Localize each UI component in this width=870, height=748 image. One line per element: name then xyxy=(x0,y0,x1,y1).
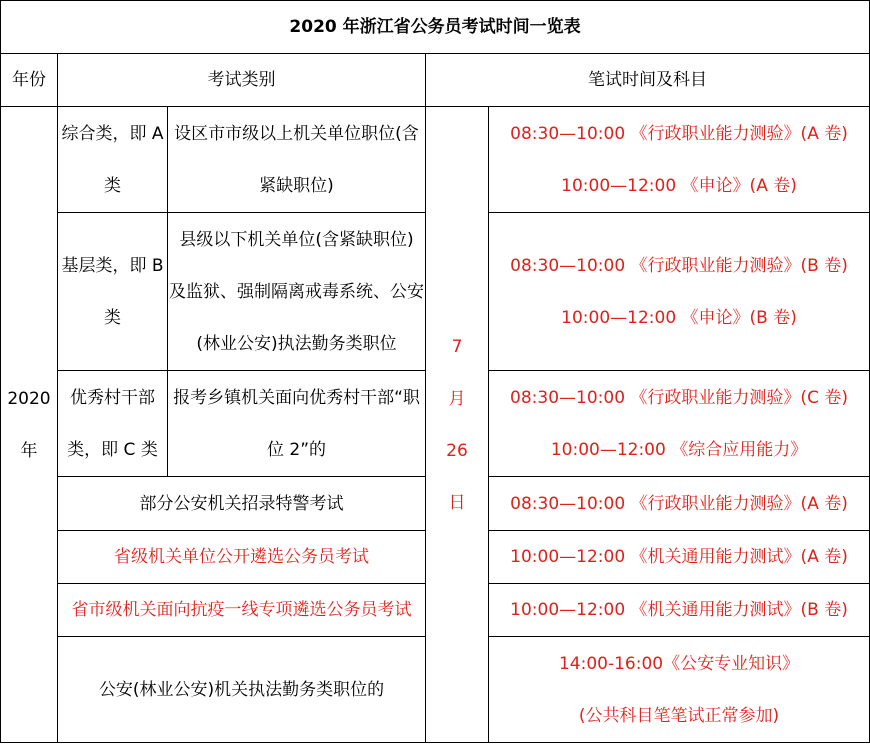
times-row-b xyxy=(489,213,870,371)
date-month-unit: 月 xyxy=(448,388,466,409)
time-subject-line: 14:00-16:00《公安专业知识》 xyxy=(558,653,800,674)
type-line: 类，即 C 类 xyxy=(67,439,158,460)
time-subject-line: 10:00—12:00 《机关通用能力测试》(A 卷) xyxy=(510,547,848,567)
times-anti-epidemic-selection xyxy=(489,584,870,637)
header-time-subject: 笔试时间及科目 xyxy=(426,54,870,107)
times-provincial-selection xyxy=(489,531,870,584)
time-subject-line: 08:30—10:00 《行政职业能力测验》(B 卷) xyxy=(510,255,848,276)
type-line: 基层类，即 B xyxy=(61,255,164,276)
date-day-unit: 日 xyxy=(448,492,466,513)
scope-line: 及监狱、强制隔离戒毒系统、公安 xyxy=(169,281,424,302)
date-month-number: 7 xyxy=(451,336,463,357)
scope-line: 报考乡镇机关面向优秀村干部“职 xyxy=(173,387,420,408)
time-subject-line: 08:30—10:00 《行政职业能力测验》(A 卷) xyxy=(510,493,848,514)
time-subject-line: 10:00—12:00 《综合应用能力》 xyxy=(550,439,808,460)
scope-line: 设区市市级以上机关单位职位(含 xyxy=(174,123,419,144)
scope-line: 紧缺职位) xyxy=(259,175,334,196)
category-type-a xyxy=(58,107,168,213)
exam-date-cell xyxy=(426,107,489,743)
type-line: 类 xyxy=(104,307,121,328)
category-provincial-selection: 省级机关单位公开遴选公务员考试 xyxy=(58,531,426,584)
header-category: 考试类别 xyxy=(58,54,426,107)
category-police-law-enforcement: 公安(林业公安)机关执法勤务类职位的 xyxy=(58,637,426,743)
year-number: 2020 xyxy=(7,388,51,409)
times-police-law-enforcement xyxy=(489,637,870,743)
time-subject-line: (公共科目笔笔试正常参加) xyxy=(578,705,780,726)
category-anti-epidemic-selection: 省市级机关面向抗疫一线专项遴选公务员考试 xyxy=(58,584,426,637)
scope-line: 县级以下机关单位(含紧缺职位) xyxy=(179,229,414,250)
category-scope-b xyxy=(168,213,426,371)
category-type-c xyxy=(58,371,168,477)
year-cell xyxy=(1,107,58,743)
type-line: 优秀村干部 xyxy=(70,387,155,408)
year-unit: 年 xyxy=(20,440,38,461)
scope-line: 位 2”的 xyxy=(266,439,327,460)
category-scope-c xyxy=(168,371,426,477)
type-line: 类 xyxy=(104,175,121,196)
time-subject-line: 10:00—12:00 《申论》(A 卷) xyxy=(561,175,797,196)
category-scope-a xyxy=(168,107,426,213)
category-special-police: 部分公安机关招录特警考试 xyxy=(58,477,426,531)
time-subject-line: 08:30—10:00 《行政职业能力测验》(C 卷) xyxy=(510,387,848,408)
times-row-c xyxy=(489,371,870,477)
times-row-a xyxy=(489,107,870,213)
scope-line: (林业公安)执法勤务类职位 xyxy=(196,333,397,354)
table-title: 2020 年浙江省公务员考试时间一览表 xyxy=(1,1,870,54)
time-subject-line: 08:30—10:00 《行政职业能力测验》(A 卷) xyxy=(510,123,848,144)
time-subject-line: 10:00—12:00 《机关通用能力测试》(B 卷) xyxy=(510,600,848,620)
times-special-police xyxy=(489,477,870,531)
time-subject-line: 10:00—12:00 《申论》(B 卷) xyxy=(561,307,797,328)
date-day-number: 26 xyxy=(446,440,468,461)
category-type-b xyxy=(58,213,168,371)
type-line: 综合类，即 A xyxy=(61,123,164,144)
header-year: 年份 xyxy=(1,54,58,107)
